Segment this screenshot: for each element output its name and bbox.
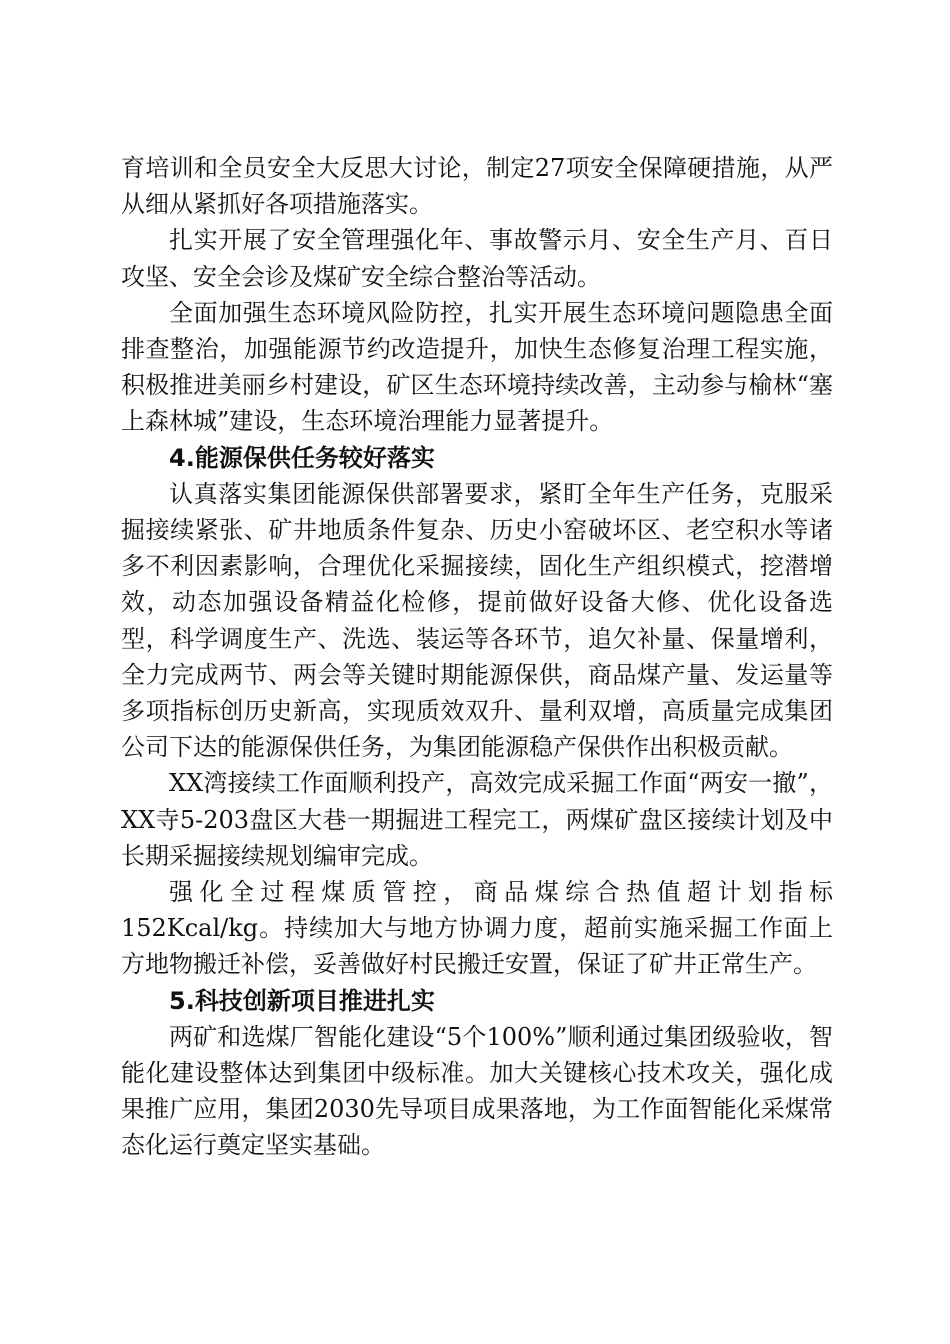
section-heading-tech-innovation: 5.科技创新项目推进扎实	[169, 986, 435, 1015]
paragraph-energy-supply: 认真落实集团能源保供部署要求，紧盯全年生产任务，克服采掘接续紧张、矿井地质条件复杂、历史小窑破坏区、老空积水等诸多不利因素影响，合理优化采掘接续，固化生产组织模式，挖潜增效，动态加强设备精益化检修，提前做好设备大修、优化设备选型，科学调度生产、洗选、装运等各环节，追欠补量、保量增利，全力完成两节、两会等关键时期能源保供，商品煤产量、发运量等多项指标创历史新高，实现质效双升、量利双增，高质量完成集团公司下达的能源保供任务，为集团能源稳产保供作出积极贡献。	[121, 479, 833, 762]
paragraph-tech-innovation: 两矿和选煤厂智能化建设“5个100%”顺利通过集团级验收，智能化建设整体达到集团中级标准。加大关键核心技术攻关，强化成果推广应用，集团2030先导项目成果落地，为工作面智能化采煤常态化运行奠定坚实基础。	[121, 1022, 833, 1160]
paragraph-coal-quality: 强化全过程煤质管控，商品煤综合热值超计划指标152Kcal/kg。持续加大与地方协调力度，超前实施采掘工作面上方地物搬迁补偿，妥善做好村民搬迁安置，保证了矿井正常生产。	[121, 878, 833, 979]
paragraph-safety-activities: 扎实开展了安全管理强化年、事故警示月、安全生产月、百日攻坚、安全会诊及煤矿安全综合整治等活动。	[121, 226, 833, 291]
paragraph-ecology: 全面加强生态环境风险防控，扎实开展生态环境问题隐患全面排查整治，加强能源节约改造提升，加快生态修复治理工程实施，积极推进美丽乡村建设，矿区生态环境持续改善，主动参与榆林“塞上森林城”建设，生态环境治理能力显著提升。	[121, 298, 833, 436]
paragraph-workface-production: XX湾接续工作面顺利投产，高效完成采掘工作面“两安一撤”，XX寺5-203盘区大巷一期掘进工程完工，两煤矿盘区接续计划及中长期采掘接续规划编审完成。	[121, 769, 833, 870]
paragraph-safety-measures: 育培训和全员安全大反思大讨论，制定27项安全保障硬措施，从严从细从紧抓好各项措施落实。	[121, 154, 833, 219]
section-heading-energy-supply: 4.能源保供任务较好落实	[169, 443, 435, 472]
document-body	[121, 150, 833, 1164]
